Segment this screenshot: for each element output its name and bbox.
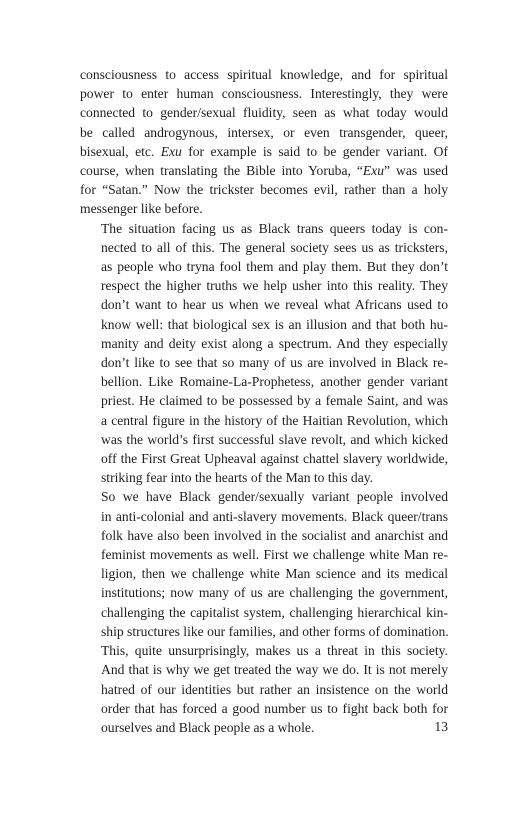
text-line: was the world’s first successful slave revolt, and which kicked <box>101 431 448 447</box>
text-line: challenging the capitalist system, challenging hierarchical kin- <box>101 604 448 620</box>
text-line: know well: that biological sex is an illusion and that both hu- <box>101 316 448 332</box>
text-line: hatred of our identities but rather an insistence on the world <box>101 681 448 697</box>
text-line: And that is why we get treated the way we do. It is not merely <box>101 662 448 678</box>
text-line: a central figure in the history of the Haitian Revolution, which <box>101 412 448 428</box>
text-line: be called androgynous, intersex, or even transgender, queer, <box>80 124 448 140</box>
text-line: folk have also been involved in the socialist and anarchist and <box>101 527 448 543</box>
page-number: 13 <box>434 719 448 734</box>
text-line: bellion. Like Romaine-La-Prophetess, another gender variant <box>101 374 448 390</box>
text-line: ligion, then we challenge white Man science and its medical <box>101 566 448 582</box>
paragraph-3 <box>80 487 448 737</box>
text-line: bisexual, etc. Exu for example is said to be gender variant. Of <box>80 143 448 159</box>
text-line: priest. He claimed to be possessed by a female Saint, and was <box>101 393 448 409</box>
text-line: as people who tryna fool them and play them. But they don’t <box>101 259 448 275</box>
text-line: course, when translating the Bible into Yoruba, “Exu” was used <box>80 163 449 179</box>
paragraph-2 <box>80 219 448 488</box>
text-line: power to enter human consciousness. Interestingly, they were <box>80 86 448 102</box>
text-line: So we have Black gender/sexually variant people involved <box>101 489 448 505</box>
italic-term: Exu <box>160 143 182 159</box>
text-line: ourselves and Black people as a whole. <box>101 719 315 735</box>
body-text <box>80 65 448 737</box>
text-line: feminist movements as well. First we challenge white Man re- <box>101 547 448 563</box>
text-line: ship structures like our families, and other forms of domination. <box>101 623 449 639</box>
paragraph-1 <box>80 65 448 219</box>
text-line: don’t want to hear us when we reveal what Africans used to <box>101 297 448 313</box>
text-line: messenger like before. <box>80 201 203 217</box>
text-line: institutions; now many of us are challenging the government, <box>101 585 448 601</box>
text-line: consciousness to access spiritual knowledge, and for spiritual <box>80 67 448 82</box>
text-line: nected to all of this. The general society sees us as tricksters, <box>101 239 448 255</box>
text-line: This, quite unsurprisingly, makes us a threat in this society. <box>101 643 448 659</box>
text-line: in anti-colonial and anti-slavery movements. Black queer/trans <box>101 508 448 524</box>
text-line: respect the higher truths we help usher into this reality. They <box>101 278 448 294</box>
text-line: order that has forced a good number us to fight back both for <box>101 700 448 716</box>
text-line: manity and deity exist along a spectrum. And they especially <box>101 335 448 351</box>
text-line: off the First Great Upheaval against chattel slavery worldwide, <box>101 451 448 467</box>
text-line: for “Satan.” Now the trickster becomes evil, rather than a holy <box>80 182 448 198</box>
text-line: don’t like to see that so many of us are involved in Black re- <box>101 355 448 371</box>
italic-term: Exu <box>362 163 385 179</box>
text-line: striking fear into the hearts of the Man to this day. <box>101 470 374 486</box>
text-line: connected to gender/sexual fluidity, seen as what today would <box>80 105 448 121</box>
text-line: The situation facing us as Black trans queers today is con- <box>101 220 448 236</box>
